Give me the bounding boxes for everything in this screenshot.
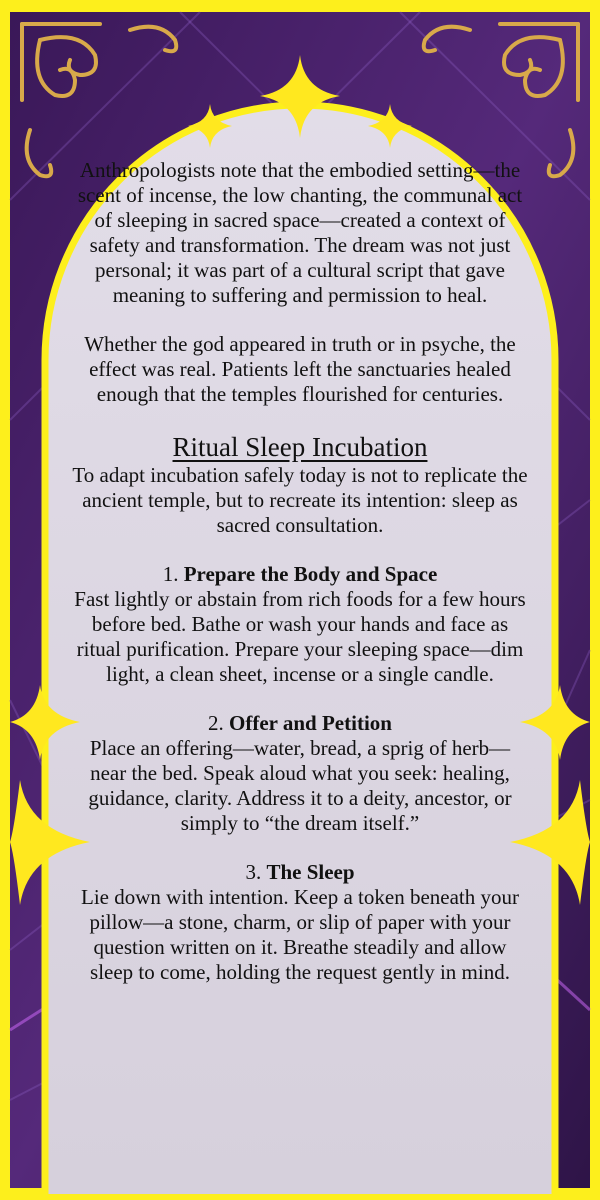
step-1-number: 1. xyxy=(162,562,179,586)
step-2-title: Offer and Petition xyxy=(229,711,392,735)
section-title: Ritual Sleep Incubation xyxy=(172,432,428,462)
intro-paragraph: To adapt incubation safely today is not to replicate the ancient temple, but to recreate its intention: sleep as sacred consultation. xyxy=(72,463,528,537)
text-content xyxy=(72,158,528,985)
paragraph-whether: Whether the god appeared in truth or in psyche, the effect was real. Patients left the sanctuaries healed enough that the temples flourished for centuries. xyxy=(84,332,516,406)
step-1-title: Prepare the Body and Space xyxy=(183,562,438,586)
step-1-body: Fast lightly or abstain from rich foods for a few hours before bed. Bathe or wash your hands and face as ritual purification. Prepare your sleeping space—dim light, a clean sheet, incense or a single candle. xyxy=(74,587,526,686)
step-3-title: The Sleep xyxy=(266,860,355,884)
step-3-number: 3. xyxy=(245,860,262,884)
step-3-body: Lie down with intention. Keep a token beneath your pillow—a stone, charm, or slip of paper with your question written on it. Breathe steadily and allow sleep to come, holding the request gently in mind. xyxy=(81,885,519,984)
step-2-heading xyxy=(72,711,528,736)
step-2-number: 2. xyxy=(208,711,224,735)
step-3-heading xyxy=(72,860,528,885)
step-1-heading xyxy=(72,562,528,587)
paragraph-anthropologists: Anthropologists note that the embodied setting—the scent of incense, the low chanting, the communal act of sleeping in sacred space—created a context of safety and transformation. The dream was not just personal; it was part of a cultural script that gave meaning to suffering and permission to heal. xyxy=(77,158,523,307)
step-2-body: Place an offering—water, bread, a sprig of herb—near the bed. Speak aloud what you seek: healing, guidance, clarity. Address it to a deity, ancestor, or simply to “the dream itself.” xyxy=(88,736,512,835)
